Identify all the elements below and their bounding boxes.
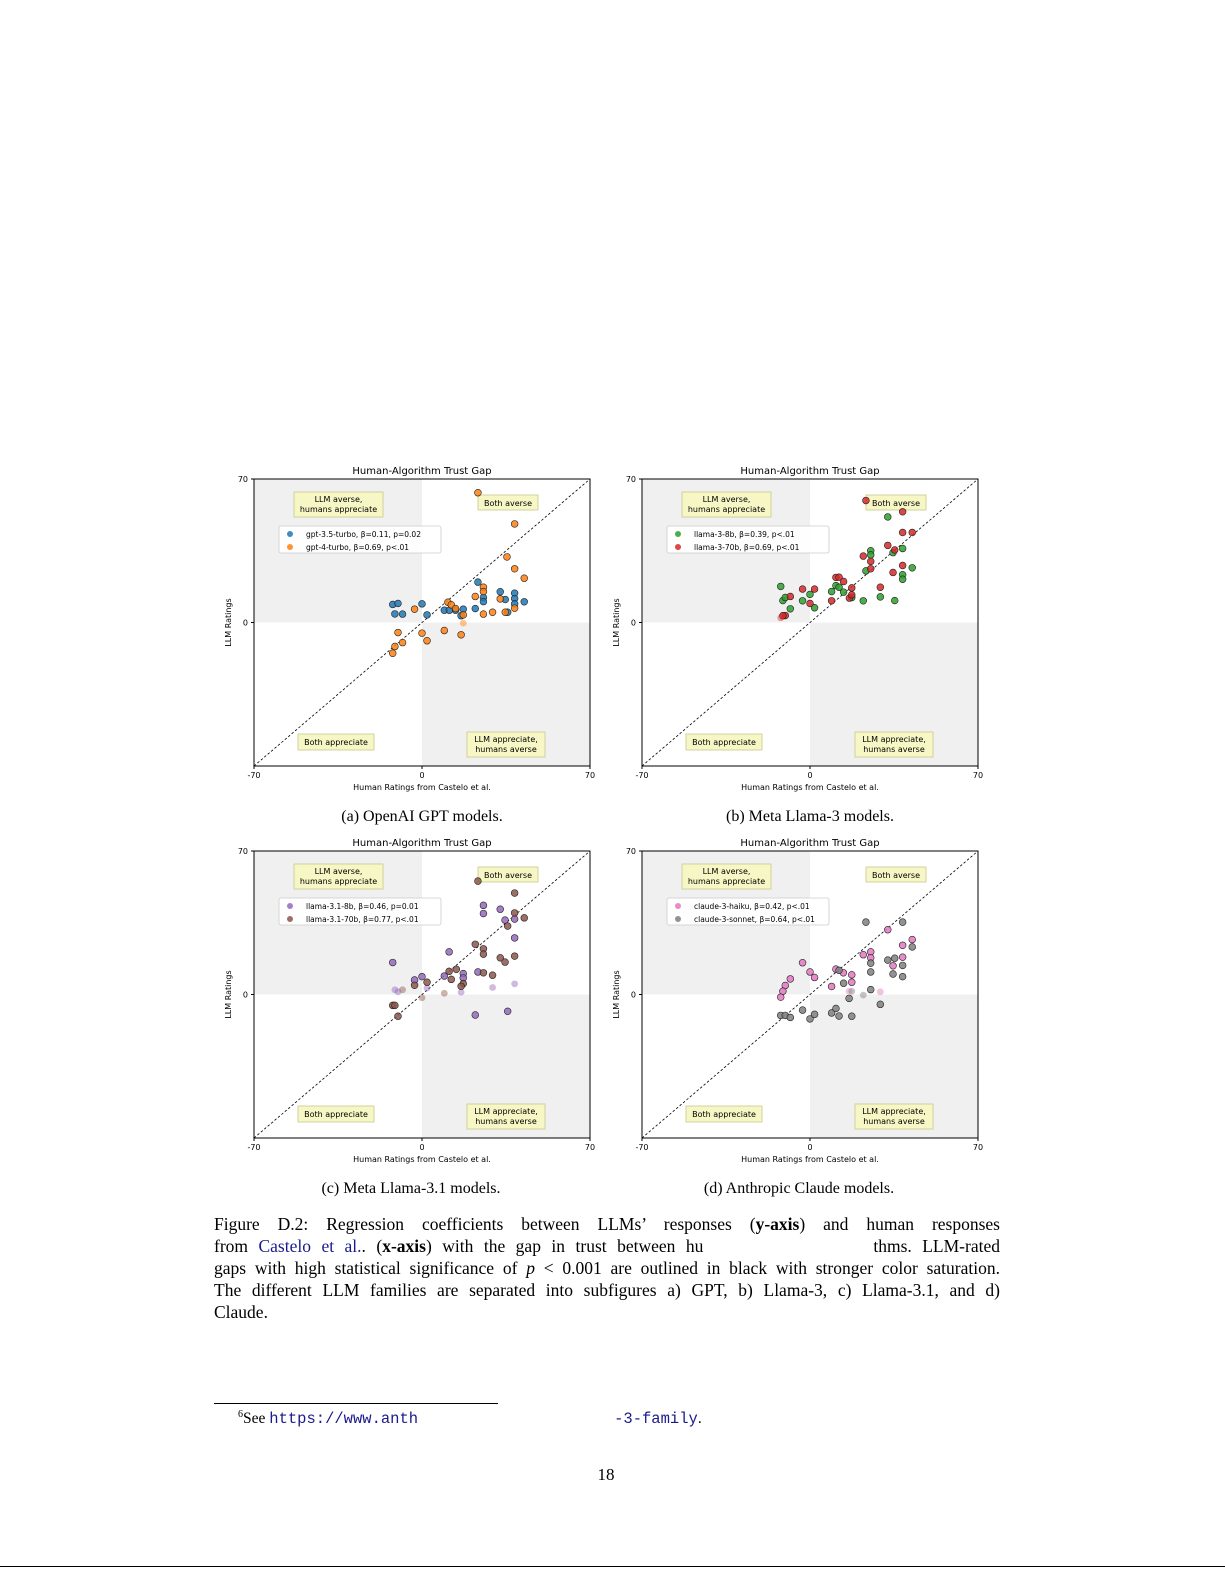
x-axis-label: Human Ratings from Castelo et al. — [741, 783, 879, 792]
data-point — [899, 973, 906, 980]
x-tick-label: 70 — [972, 1143, 984, 1152]
data-point — [884, 957, 891, 964]
data-point — [846, 995, 853, 1002]
data-point — [828, 597, 835, 604]
data-point — [867, 960, 874, 967]
data-point — [899, 545, 906, 552]
annotation-text: Both appreciate — [304, 1110, 368, 1119]
data-point — [836, 967, 843, 974]
y-tick-label: 0 — [630, 618, 636, 628]
data-point — [807, 969, 814, 976]
data-point — [511, 605, 518, 612]
data-point — [899, 954, 906, 961]
annotation-text: humans appreciate — [687, 505, 766, 514]
data-point — [446, 968, 453, 975]
quadrant-label-llm-averse — [682, 492, 771, 517]
legend-marker — [287, 544, 293, 550]
data-point — [511, 890, 518, 897]
legend-label: claude-3-sonnet, β=0.64, p<.01 — [694, 915, 815, 924]
annotation-text: humans averse — [475, 1117, 537, 1126]
scatter-chart — [215, 832, 615, 1172]
data-point — [867, 551, 874, 558]
data-point — [511, 935, 518, 942]
annotation-text: Both averse — [871, 499, 921, 508]
data-point — [828, 983, 835, 990]
data-point — [395, 600, 402, 607]
data-point — [811, 1011, 818, 1018]
data-point — [836, 1013, 843, 1020]
x-tick-label: -70 — [247, 771, 261, 780]
data-point — [840, 980, 847, 987]
data-point — [787, 605, 794, 612]
quadrant-label-both-averse — [478, 867, 538, 882]
x-tick-label: 70 — [584, 1143, 596, 1152]
data-point — [472, 593, 479, 600]
data-point — [489, 972, 496, 979]
annotation-text: humans averse — [863, 745, 925, 754]
data-point — [453, 966, 460, 973]
data-point — [899, 508, 906, 515]
y-tick-label: 0 — [242, 618, 248, 628]
data-point — [848, 988, 855, 995]
data-point — [502, 959, 509, 966]
footnote-text: . — [697, 1410, 702, 1428]
data-point — [511, 953, 518, 960]
data-point — [511, 565, 518, 572]
y-tick-label: 70 — [237, 475, 248, 484]
data-point — [890, 971, 897, 978]
data-point — [497, 588, 504, 595]
annotation-text: Both averse — [483, 871, 533, 880]
legend — [667, 526, 829, 553]
data-point — [395, 1013, 402, 1020]
y-axis-label: LLM Ratings — [224, 970, 233, 1019]
caption-text: ) and human responses — [799, 1214, 1000, 1234]
quadrant-label-both-appreciate — [686, 1106, 762, 1122]
chart-title: Human-Algorithm Trust Gap — [740, 838, 880, 849]
quadrant-label-llm-appreciate — [855, 732, 933, 757]
quadrant-label-both-averse — [866, 495, 926, 510]
data-point — [807, 600, 814, 607]
annotation-text: LLM averse, — [702, 867, 751, 876]
data-point — [489, 609, 496, 616]
data-point — [521, 914, 528, 921]
caption-text: . ( — [361, 1236, 383, 1256]
footnote — [238, 1409, 702, 1428]
data-point — [502, 609, 509, 616]
data-point — [860, 597, 867, 604]
caption-bold: x-axis — [382, 1236, 426, 1256]
x-tick-label: 0 — [807, 771, 813, 780]
quadrant-label-llm-averse — [294, 864, 383, 889]
data-point — [891, 547, 898, 554]
data-point — [899, 942, 906, 949]
subcaption-c: (c) Meta Llama-3.1 models. — [321, 1180, 501, 1197]
annotation-text: Both appreciate — [692, 1110, 756, 1119]
data-point — [480, 910, 487, 917]
data-point — [511, 980, 518, 987]
data-point — [480, 951, 487, 958]
chart-title: Human-Algorithm Trust Gap — [352, 838, 492, 849]
data-point — [799, 586, 806, 593]
x-tick-label: 0 — [419, 1143, 425, 1152]
annotation-text: Both averse — [483, 499, 533, 508]
data-point — [480, 969, 487, 976]
footnote-url[interactable]: https://www.anth — [269, 1410, 419, 1429]
quadrant-label-llm-appreciate — [467, 732, 545, 757]
data-point — [860, 553, 867, 560]
data-point — [472, 941, 479, 948]
data-point — [884, 926, 891, 933]
data-point — [472, 605, 479, 612]
caption-math: p — [526, 1258, 535, 1278]
data-point — [840, 578, 847, 585]
legend — [279, 526, 441, 553]
data-point — [799, 597, 806, 604]
data-point — [867, 986, 874, 993]
data-point — [848, 1013, 855, 1020]
annotation-text: humans appreciate — [687, 877, 766, 886]
data-point — [399, 611, 406, 618]
annotation-text: humans appreciate — [299, 877, 378, 886]
caption-line: The different LLM families are separated into subfigures a) GPT, b) Llama-3, c) Llama-3.1, and d) — [214, 1280, 1000, 1300]
caption-line — [214, 1257, 1000, 1279]
data-point — [877, 988, 884, 995]
footnote-rule — [214, 1403, 498, 1404]
data-point — [848, 979, 855, 986]
y-tick-label: 70 — [625, 847, 636, 856]
subfigure-b-llama3 — [603, 460, 1003, 800]
data-point — [389, 650, 396, 657]
subfigure-a-gpt — [215, 460, 615, 800]
legend-marker — [287, 916, 293, 922]
page-bottom-rule — [0, 1566, 1225, 1567]
scatter-chart — [603, 832, 1003, 1172]
y-axis-label: LLM Ratings — [612, 970, 621, 1019]
y-tick-label: 0 — [242, 990, 248, 1000]
data-point — [475, 489, 482, 496]
data-point — [489, 984, 496, 991]
data-point — [884, 542, 891, 549]
x-tick-label: -70 — [247, 1143, 261, 1152]
data-point — [424, 637, 431, 644]
data-point — [511, 520, 518, 527]
caption-text: Figure D.2: Regression coefficients between LLMs’ responses ( — [214, 1214, 756, 1234]
data-point — [511, 916, 518, 923]
scatter-chart — [215, 460, 615, 800]
legend-marker — [287, 903, 293, 909]
legend-label: llama-3-70b, β=0.69, p<.01 — [694, 543, 800, 552]
data-point — [909, 944, 916, 951]
data-point — [419, 994, 426, 1001]
page-number: 18 — [597, 1465, 615, 1484]
data-point — [811, 586, 818, 593]
chart-title: Human-Algorithm Trust Gap — [740, 466, 880, 477]
data-point — [828, 588, 835, 595]
data-point — [441, 627, 448, 634]
caption-text: thms. LLM-rated — [873, 1236, 1000, 1256]
data-point — [848, 591, 855, 598]
data-point — [419, 600, 426, 607]
data-point — [448, 976, 455, 983]
y-tick-label: 0 — [630, 990, 636, 1000]
data-point — [891, 597, 898, 604]
data-point — [452, 605, 459, 612]
data-point — [860, 992, 867, 999]
annotation-text: LLM appreciate, — [474, 1107, 538, 1116]
data-point — [424, 979, 431, 986]
annotation-text: LLM averse, — [702, 495, 751, 504]
caption-line — [214, 1235, 1000, 1257]
data-point — [395, 629, 402, 636]
data-point — [472, 1012, 479, 1019]
data-point — [504, 923, 511, 930]
data-point — [511, 910, 518, 917]
data-point — [497, 906, 504, 913]
data-point — [787, 976, 794, 983]
data-point — [899, 562, 906, 569]
data-point — [480, 598, 487, 605]
quadrant-label-llm-appreciate — [855, 1104, 933, 1129]
data-point — [877, 593, 884, 600]
data-point — [867, 969, 874, 976]
data-point — [777, 583, 784, 590]
data-point — [389, 959, 396, 966]
legend — [667, 898, 829, 925]
data-point — [867, 558, 874, 565]
quadrant-label-both-averse — [478, 495, 538, 510]
caption-bold: y-axis — [755, 1214, 800, 1234]
annotation-text: Both averse — [871, 871, 921, 880]
data-point — [419, 630, 426, 637]
caption-line: Claude. — [214, 1302, 268, 1322]
x-tick-label: 70 — [972, 771, 984, 780]
data-point — [909, 936, 916, 943]
data-point — [460, 612, 467, 619]
data-point — [391, 1002, 398, 1009]
legend-marker — [675, 903, 681, 909]
data-point — [504, 1008, 511, 1015]
subfigure-d-claude — [603, 832, 1003, 1172]
caption-text: ) with the gap in trust between hu — [425, 1236, 704, 1256]
y-axis-label: LLM Ratings — [612, 598, 621, 647]
data-point — [799, 959, 806, 966]
quadrant-label-llm-averse — [294, 492, 383, 517]
x-tick-label: 0 — [419, 771, 425, 780]
x-axis-label: Human Ratings from Castelo et al. — [741, 1155, 879, 1164]
data-point — [877, 584, 884, 591]
annotation-text: LLM appreciate, — [474, 735, 538, 744]
legend-marker — [675, 531, 681, 537]
legend-label: llama-3.1-70b, β=0.77, p<.01 — [306, 915, 419, 924]
data-point — [899, 919, 906, 926]
annotation-text: Both appreciate — [304, 738, 368, 747]
data-point — [899, 962, 906, 969]
legend-label: gpt-3.5-turbo, β=0.11, p=0.02 — [306, 530, 421, 539]
data-point — [840, 589, 847, 596]
data-point — [391, 643, 398, 650]
castelo-citation-link[interactable]: Castelo et al. — [258, 1236, 362, 1256]
data-point — [504, 554, 511, 561]
data-point — [441, 990, 448, 997]
data-point — [480, 588, 487, 595]
caption-text: from — [214, 1236, 259, 1256]
data-point — [521, 575, 528, 582]
quadrant-label-both-averse — [866, 867, 926, 882]
annotation-text: LLM appreciate, — [862, 735, 926, 744]
data-point — [411, 606, 418, 613]
footnote-url[interactable]: -3-family — [614, 1410, 698, 1429]
caption-line — [214, 1213, 1000, 1235]
x-tick-label: 70 — [584, 771, 596, 780]
quadrant-label-both-appreciate — [686, 734, 762, 750]
quadrant-label-llm-appreciate — [467, 1104, 545, 1129]
data-point — [787, 1014, 794, 1021]
legend-label: llama-3.1-8b, β=0.46, p=0.01 — [306, 902, 419, 911]
footnote-mark: 6 — [238, 1409, 243, 1420]
data-point — [460, 620, 467, 627]
annotation-text: humans appreciate — [299, 505, 378, 514]
data-point — [890, 569, 897, 576]
annotation-text: Both appreciate — [692, 738, 756, 747]
annotation-text: LLM appreciate, — [862, 1107, 926, 1116]
legend-label: llama-3-8b, β=0.39, p<.01 — [694, 530, 795, 539]
legend-label: gpt-4-turbo, β=0.69, p<.01 — [306, 543, 410, 552]
legend-label: claude-3-haiku, β=0.42, p<.01 — [694, 902, 810, 911]
data-point — [860, 951, 867, 958]
legend-marker — [675, 916, 681, 922]
x-tick-label: -70 — [635, 1143, 649, 1152]
data-point — [480, 611, 487, 618]
annotation-text: LLM averse, — [314, 867, 363, 876]
x-axis-label: Human Ratings from Castelo et al. — [353, 1155, 491, 1164]
subcaption-a: (a) OpenAI GPT models. — [341, 808, 503, 825]
data-point — [848, 971, 855, 978]
annotation-text: humans averse — [863, 1117, 925, 1126]
scatter-chart — [603, 460, 1003, 800]
data-point — [497, 596, 504, 603]
data-point — [424, 612, 431, 619]
legend-marker — [675, 544, 681, 550]
data-point — [475, 878, 482, 885]
chart-title: Human-Algorithm Trust Gap — [352, 466, 492, 477]
quadrant-label-both-appreciate — [298, 734, 374, 750]
subcaption-d: (d) Anthropic Claude models. — [703, 1180, 895, 1197]
subfigure-c-llama31 — [215, 832, 615, 1172]
data-point — [446, 948, 453, 955]
data-point — [899, 576, 906, 583]
data-point — [890, 962, 897, 969]
data-point — [877, 1001, 884, 1008]
subcaption-b: (b) Meta Llama-3 models. — [726, 808, 894, 825]
x-axis-label: Human Ratings from Castelo et al. — [353, 783, 491, 792]
quadrant-label-llm-averse — [682, 864, 771, 889]
data-point — [399, 639, 406, 646]
legend — [279, 898, 441, 925]
data-point — [458, 631, 465, 638]
data-point — [799, 1007, 806, 1014]
caption-text: < 0.001 are outlined in black with stronger color saturation. — [534, 1258, 1000, 1278]
data-point — [521, 598, 528, 605]
legend-marker — [287, 531, 293, 537]
data-point — [848, 584, 855, 591]
data-point — [867, 565, 874, 572]
x-tick-label: -70 — [635, 771, 649, 780]
quadrant-label-both-appreciate — [298, 1106, 374, 1122]
data-point — [475, 579, 482, 586]
data-point — [419, 973, 426, 980]
data-point — [909, 529, 916, 536]
data-point — [899, 529, 906, 536]
caption-text: gaps with high statistical significance of — [214, 1258, 527, 1278]
data-point — [863, 497, 870, 504]
data-point — [411, 982, 418, 989]
footnote-text: See — [243, 1410, 270, 1428]
data-point — [833, 1005, 840, 1012]
y-axis-label: LLM Ratings — [224, 598, 233, 647]
data-point — [811, 974, 818, 981]
y-tick-label: 70 — [237, 847, 248, 856]
annotation-text: humans averse — [475, 745, 537, 754]
data-point — [480, 902, 487, 909]
data-point — [891, 955, 898, 962]
data-point — [458, 983, 465, 990]
x-tick-label: 0 — [807, 1143, 813, 1152]
data-point — [777, 614, 784, 621]
data-point — [777, 994, 784, 1001]
data-point — [399, 986, 406, 993]
data-point — [909, 564, 916, 571]
data-point — [863, 919, 870, 926]
data-point — [787, 593, 794, 600]
data-point — [884, 514, 891, 521]
annotation-text: LLM averse, — [314, 495, 363, 504]
y-tick-label: 70 — [625, 475, 636, 484]
data-point — [391, 610, 398, 617]
